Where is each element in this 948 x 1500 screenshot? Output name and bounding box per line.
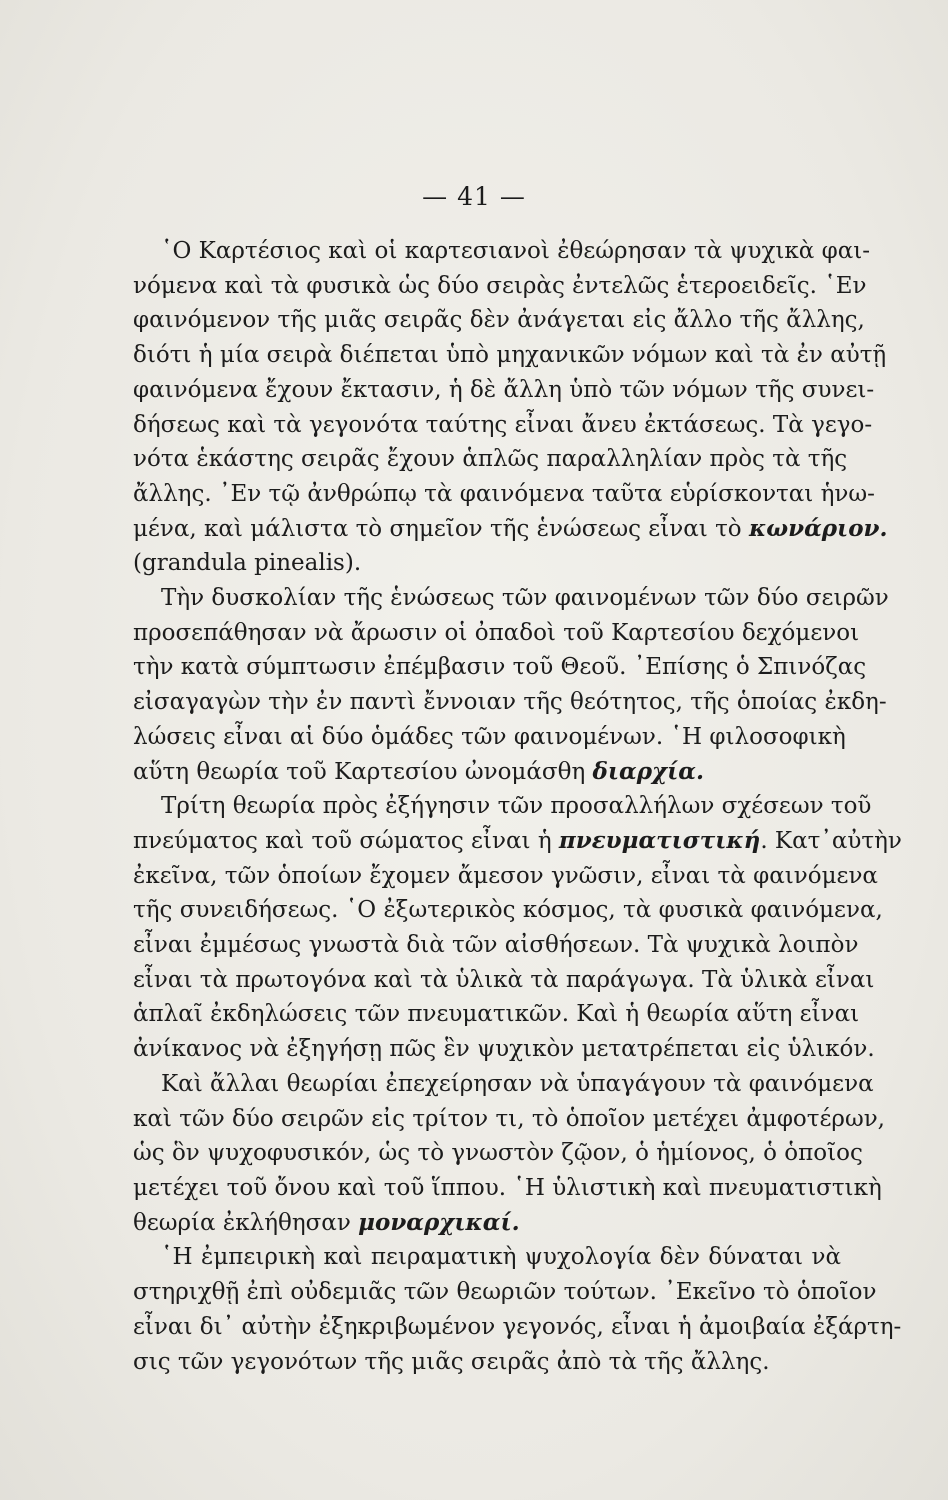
text-line: ἁπλαῖ ἐκδηλώσεις τῶν πνευματικῶν. Καὶ ἡ θεωρία αὕτη εἶναι [133,1001,860,1028]
paragraph-5 [133,1240,902,1379]
text-line: ῾Ο Καρτέσιος καὶ οἱ καρτεσιανοὶ ἐθεώρησαν τὰ ψυχικὰ φαι- [161,238,871,264]
text-line: μετέχει τοῦ ὄνου καὶ τοῦ ἵππου. ῾Η ὑλιστικὴ καὶ πνευματιστικὴ [133,1174,882,1201]
text-line: διότι ἡ μία σειρὰ διέπεται ὑπὸ μηχανικῶν νόμων καὶ τὰ ἐν αὐτῇ [133,342,887,369]
text-line: (grandula pinealis). [133,550,362,577]
emphasized-term: διαρχία. [592,757,704,785]
text-segment: πνεύματος καὶ τοῦ σώματος εἶναι ἡ [133,827,552,854]
text-line: τὴν κατὰ σύμπτωσιν ἐπέμβασιν τοῦ Θεοῦ. ᾿Επίσης ὁ Σπινόζας [133,654,867,681]
text-line: ἀνίκανος νὰ ἐξηγήσῃ πῶς ἓν ψυχικὸν μετατρέπεται εἰς ὑλικόν. [133,1036,875,1063]
body-text [133,234,902,1379]
paragraph-2 [133,581,889,789]
page-number: — 41 — [422,182,526,211]
text-segment: . Κατ᾿αὐτὴν [760,827,902,854]
text-line: Τρίτη θεωρία πρὸς ἐξήγησιν τῶν προσαλλήλων σχέσεων τοῦ [161,793,872,820]
paragraph-1 [133,234,888,581]
text-line: νότα ἑκάστης σειρᾶς ἔχουν ἁπλῶς παραλληλίαν πρὸς τὰ τῆς [133,446,848,473]
text-line: ὡς ὃν ψυχοφυσικόν, ὡς τὸ γνωστὸν ζῷον, ὁ ἡμίονος, ὁ ὁποῖος [133,1140,863,1167]
text-line: προσεπάθησαν νὰ ἄρωσιν οἱ ὀπαδοὶ τοῦ Καρτεσίου δεχόμενοι [133,619,860,646]
text-line: εἰσαγαγὼν τὴν ἐν παντὶ ἔννοιαν τῆς θεότητος, τῆς ὁποίας ἐκδη- [133,689,887,716]
text-line: εἶναι ἐμμέσως γνωστὰ διὰ τῶν αἰσθήσεων. Τὰ ψυχικὰ λοιπὸν [133,932,859,959]
text-line: λώσεις εἶναι αἱ δύο ὁμάδες τῶν φαινομένων. ῾Η φιλοσοφικὴ [133,723,846,750]
text-line: φαινόμενα ἔχουν ἔκτασιν, ἡ δὲ ἄλλη ὑπὸ τῶν νόμων τῆς συνει- [133,376,875,403]
paragraph-3 [133,789,902,1067]
text-line [133,512,888,547]
text-line: καὶ τῶν δύο σειρῶν εἰς τρίτον τι, τὸ ὁποῖον μετέχει ἀμφοτέρων, [133,1105,885,1132]
text-line: τῆς συνειδήσεως. ῾Ο ἐξωτερικὸς κόσμος, τὰ φυσικὰ φαινόμενα, [133,897,883,924]
text-segment: μένα, καὶ μάλιστα τὸ σημεῖον τῆς ἑνώσεως εἶναι τὸ [133,515,742,542]
text-line: στηριχθῇ ἐπὶ οὐδεμιᾶς τῶν θεωριῶν τούτων. ᾿Εκεῖνο τὸ ὁποῖον [133,1279,877,1306]
text-line [133,755,841,790]
text-line [133,824,902,859]
text-line: Καὶ ἄλλαι θεωρίαι ἐπεχείρησαν νὰ ὑπαγάγουν τὰ φαινόμενα [161,1070,874,1097]
text-line: δήσεως καὶ τὰ γεγονότα ταύτης εἶναι ἄνευ ἐκτάσεως. Τὰ γεγο- [133,411,873,438]
text-line: ἐκεῖνα, τῶν ὁποίων ἔχομεν ἄμεσον γνῶσιν, εἶναι τὰ φαινόμενα [133,862,878,889]
emphasized-term: μοναρχικαί. [358,1208,520,1236]
text-segment: θεωρία ἐκλήθησαν [133,1209,351,1236]
text-line: νόμενα καὶ τὰ φυσικὰ ὡς δύο σειρὰς ἐντελῶς ἑτεροειδεῖς. ῾Εν [133,272,867,299]
text-line: ῾Η ἐμπειρικὴ καὶ πειραματικὴ ψυχολογία δὲν δύναται νὰ [161,1244,841,1271]
emphasized-term: πνευματιστική [558,826,761,854]
emphasized-term: κωνάριον. [748,514,888,542]
text-segment: αὕτη θεωρία τοῦ Καρτεσίου ὠνομάσθη [133,758,586,785]
text-line [133,1206,841,1241]
text-line: Τὴν δυσκολίαν τῆς ἑνώσεως τῶν φαινομένων τῶν δύο σειρῶν [161,585,889,612]
text-line: σις τῶν γεγονότων τῆς μιᾶς σειρᾶς ἀπὸ τὰ τῆς ἄλλης. [133,1348,770,1375]
text-line: ἄλλης. ᾿Εν τῷ ἀνθρώπῳ τὰ φαινόμενα ταῦτα εὑρίσκονται ἡνω- [133,480,875,507]
text-line: εἶναι τὰ πρωτογόνα καὶ τὰ ὑλικὰ τὰ παράγωγα. Τὰ ὑλικὰ εἶναι [133,966,875,993]
text-line: εἶναι δι᾿ αὐτὴν ἐξηκριβωμένον γεγονός, εἶναι ἡ ἀμοιβαία ἐξάρτη- [133,1313,902,1340]
text-line: φαινόμενον τῆς μιᾶς σειρᾶς δὲν ἀνάγεται εἰς ἄλλο τῆς ἄλλης, [133,307,865,334]
paragraph-4 [133,1067,885,1241]
